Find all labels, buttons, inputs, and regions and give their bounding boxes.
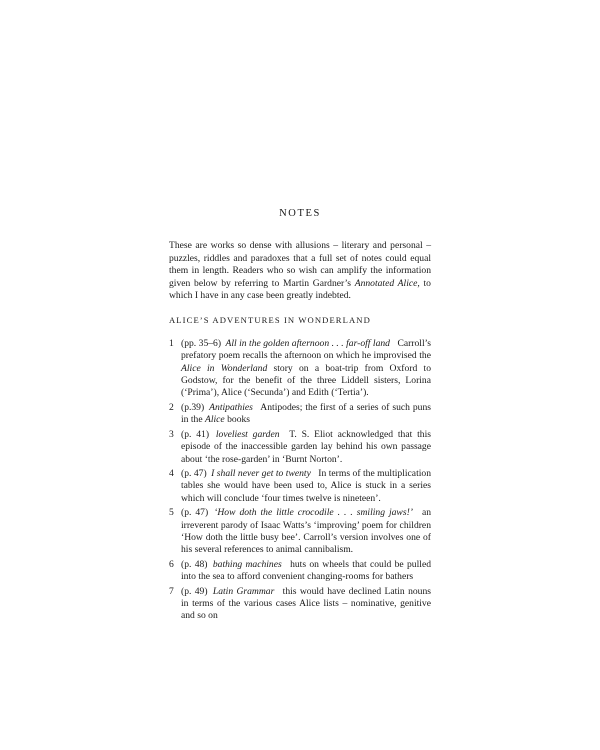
note-body: In terms of the multiplication tables she would have been used to, Alice is stuck in a series which will conclude ‘four times twelve is nineteen’. xyxy=(181,467,431,504)
note-body: Antipodes; the first of a series of such puns in the Alice books xyxy=(181,401,432,426)
note-item xyxy=(169,559,431,584)
note-page-reference: (p. 48) xyxy=(181,558,208,570)
note-page-reference: (p. 47) xyxy=(181,467,207,479)
note-term: All in the golden afternoon . . . far-off land xyxy=(225,337,390,349)
note-body: Carroll’s prefatory poem recalls the afternoon on which he improvised the Alice in Wonderland story on a boat-trip from Oxford to Godstow, for the benefit of the three Liddell sisters, Lorina (‘Prima’), Alice (‘Secunda’) and Edith (‘Tertia’). xyxy=(181,337,432,399)
note-item xyxy=(169,507,431,557)
note-page-reference: (p. 47) xyxy=(181,507,209,519)
note-item xyxy=(169,402,431,427)
note-number: 7 xyxy=(169,585,174,597)
note-item xyxy=(169,586,431,623)
note-item xyxy=(169,338,431,400)
note-page-reference: (p. 41) xyxy=(181,428,210,440)
notes-page xyxy=(169,208,431,625)
notes-list xyxy=(169,338,431,623)
note-term: ‘How doth the little crocodile . . . smiling jaws!’ xyxy=(214,507,413,519)
note-number: 4 xyxy=(169,467,174,479)
note-term: Latin Grammar xyxy=(212,585,275,597)
note-number: 2 xyxy=(169,401,174,413)
note-item xyxy=(169,429,431,466)
note-term: I shall never get to twenty xyxy=(211,467,311,479)
note-term: bathing machines xyxy=(212,558,282,570)
note-body: T. S. Eliot acknowledged that this episode of the inaccessible garden lay behind his own passage about ‘the rose-garden’ in ‘Burnt Norton’. xyxy=(181,428,431,465)
note-number: 5 xyxy=(169,507,174,519)
note-body: huts on wheels that could be pulled into the sea to afford convenient changing-rooms for bathers xyxy=(181,558,431,583)
intro-paragraph: These are works so dense with allusions – literary and personal – puzzles, riddles and paradoxes that a full set of notes could equal them in length. Readers who so wish can amplify the information given below by referring to Martin Gardner’s Annotated Alice, to which I have in any case been greatly indebted. xyxy=(169,240,431,302)
note-term: loveliest garden xyxy=(215,428,280,440)
note-number: 3 xyxy=(169,428,174,440)
page-title: NOTES xyxy=(279,208,321,219)
note-term: Antipathies xyxy=(209,401,253,413)
note-body: an irreverent parody of Isaac Watts’s ‘improving’ poem for children ‘How doth the little busy bee’. Carroll’s version involves one of his several references to animal cannibalism. xyxy=(181,507,432,556)
note-page-reference: (p.39) xyxy=(181,401,205,413)
section-heading: ALICE’S ADVENTURES IN WONDERLAND xyxy=(169,315,371,326)
note-number: 6 xyxy=(169,558,174,570)
note-body: this would have declined Latin nouns in terms of the various cases Alice lists – nominative, genitive and so on xyxy=(181,585,431,622)
note-item xyxy=(169,468,431,505)
note-number: 1 xyxy=(169,337,174,349)
note-page-reference: (p. 49) xyxy=(181,585,208,597)
note-page-reference: (pp. 35–6) xyxy=(181,337,222,349)
